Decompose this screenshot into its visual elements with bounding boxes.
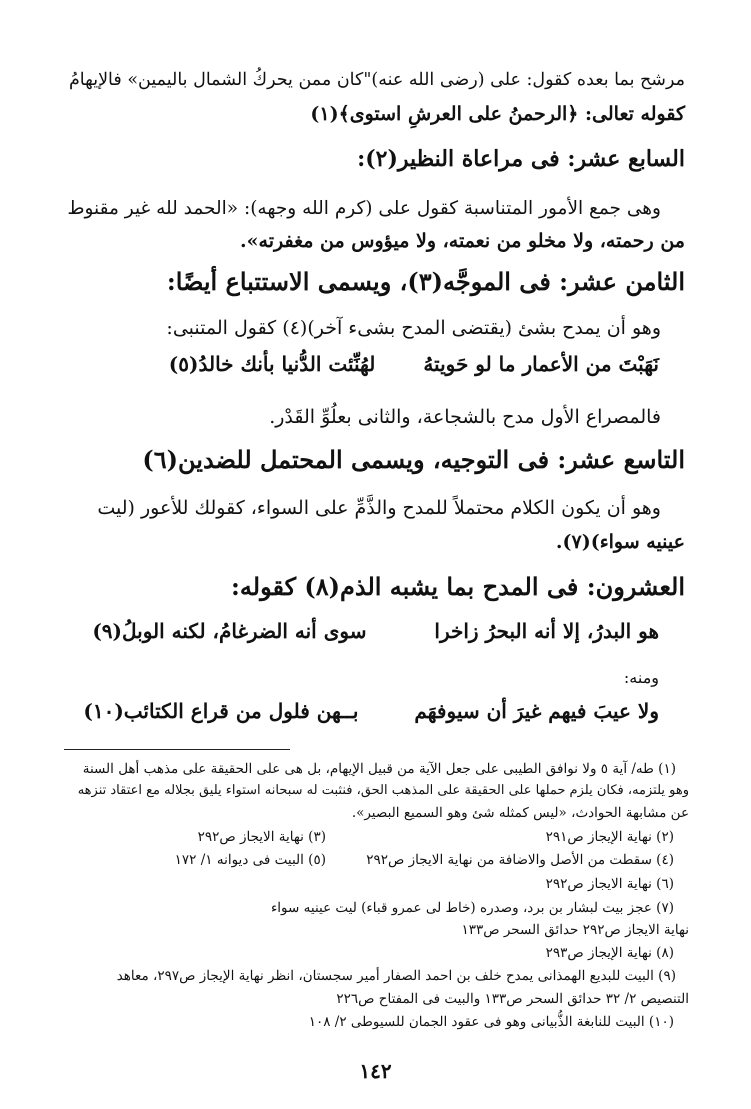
footnote-1-cont: عن مشابهة الحوادث، «ليس كمثله شئ وهو السميع البصير». [351, 805, 689, 821]
footnote-8: (٨) نهاية الإيجاز ص٢٩٣ [545, 945, 674, 961]
footnote-6: (٦) نهاية الايجاز ص٢٩٢ [545, 876, 674, 892]
footnote-10: (١٠) البيت للنابغة الذُّبيانى وهو فى عقود الجمان للسيوطى ٢/ ١٠٨ [308, 1014, 674, 1030]
footnote-separator [64, 749, 290, 750]
verse-line [60, 352, 659, 376]
text-line: فالمصراع الأول مدح بالشجاعة، والثانى بعلُوِّ القَدْر. [269, 406, 661, 428]
text-line: وهى جمع الأمور المتناسبة كقول على (كرم الله وجهه): «الحمد لله غير مقنوط [67, 198, 661, 219]
footnote-1-cont: وهو يلتزمه، فكان يلزم حملها على الحقيقة على المذهب الحق، فنثبت له سبحانه استواء يليق بجلاله مع اعتقاد تنزهه [77, 783, 689, 798]
text-line: عينيه سواء)(٧). [555, 531, 685, 553]
text-line: مرشح بما بعده كقول: على (رضى الله عنه)"كان ممن يحركُ الشمال باليمين» فالإيهامُ [68, 70, 685, 90]
verse-first-hemistich: هو البدرُ، إلا أنه البحرُ زاخرا [434, 619, 659, 643]
section-heading-17: السابع عشر: فى مراعاة النظير(٢): [357, 146, 685, 172]
footnote-5: (٥) البيت فى ديوانه ١/ ١٧٢ [174, 852, 326, 868]
footnote-3: (٣) نهاية الايجاز ص٢٩٢ [197, 829, 326, 845]
text-line: وهو أن يمدح بشئ (يقتضى المدح بشىء آخر)(٤) كقول المتنبى: [166, 317, 661, 339]
verse-line [60, 619, 659, 643]
verse-line [60, 699, 659, 723]
section-heading-20: العشرون: فى المدح بما يشبه الذم(٨) كقوله: [231, 572, 685, 601]
footnote-1: (١) طه/ آية ٥ ولا نوافق الطيبى على جعل الآية من قبيل الإيهام، بل هى على الحقيقة على مذهب أهل السنة [82, 761, 676, 777]
text-line: وهو أن يكون الكلام محتملاً للمدح والذَّمِّ على السواء، كقولك للأعور (ليت [97, 497, 661, 519]
footnote-2: (٢) نهاية الإيجاز ص٢٩١ [545, 829, 674, 845]
footnote-7: (٧) عجز بيت لبشار بن برد، وصدره (خاط لى عمرو قباء) ليت عينيه سواء [270, 900, 674, 916]
text-line: ومنه: [623, 668, 659, 687]
quran-quote-line: كقوله تعالى: ﴿الرحمنُ على العرشِ استوى﴾(١) [310, 103, 685, 125]
section-heading-18: الثامن عشر: فى الموجَّه(٣)، ويسمى الاستتباع أيضًا: [166, 267, 685, 296]
page-number: ١٤٢ [359, 1059, 392, 1083]
section-heading-19: التاسع عشر: فى التوجيه، ويسمى المحتمل للضدين(٦) [142, 445, 685, 474]
footnote-9-cont: التنصيص ٢/ ٣٢ حدائق السحر ص١٣٣ والبيت فى المفتاح ص٢٢٦ [336, 991, 689, 1007]
text-line: من رحمته، ولا مخلو من نعمته، ولا ميؤوس من مغفرته». [240, 230, 685, 252]
verse-second-hemistich: لهُنِّئت الدُّنيا بأنك خالدُ(٥) [168, 352, 376, 376]
footnote-9: (٩) البيت للبديع الهمذانى يمدح خلف بن احمد الصفار أمير سجستان، انظر نهاية الإيجاز ص٢٩٧، معاهد [116, 968, 676, 984]
verse-second-hemistich: بــهن فلول من قراع الكتائب(١٠) [83, 699, 359, 723]
verse-first-hemistich: ولا عيبَ فيهم غيرَ أن سيوفهَم [414, 699, 659, 723]
verse-second-hemistich: سوى أنه الضرغامُ، لكنه الوبلُ(٩) [92, 619, 367, 643]
verse-first-hemistich: نَهَبْتَ من الأعمار ما لو حَويتهُ [423, 352, 659, 376]
footnote-7-cont: نهاية الايجاز ص٢٩٢ حدائق السحر ص١٣٣ [461, 922, 689, 938]
footnote-4: (٤) سقطت من الأصل والاضافة من نهاية الايجاز ص٢٩٢ [366, 852, 674, 868]
